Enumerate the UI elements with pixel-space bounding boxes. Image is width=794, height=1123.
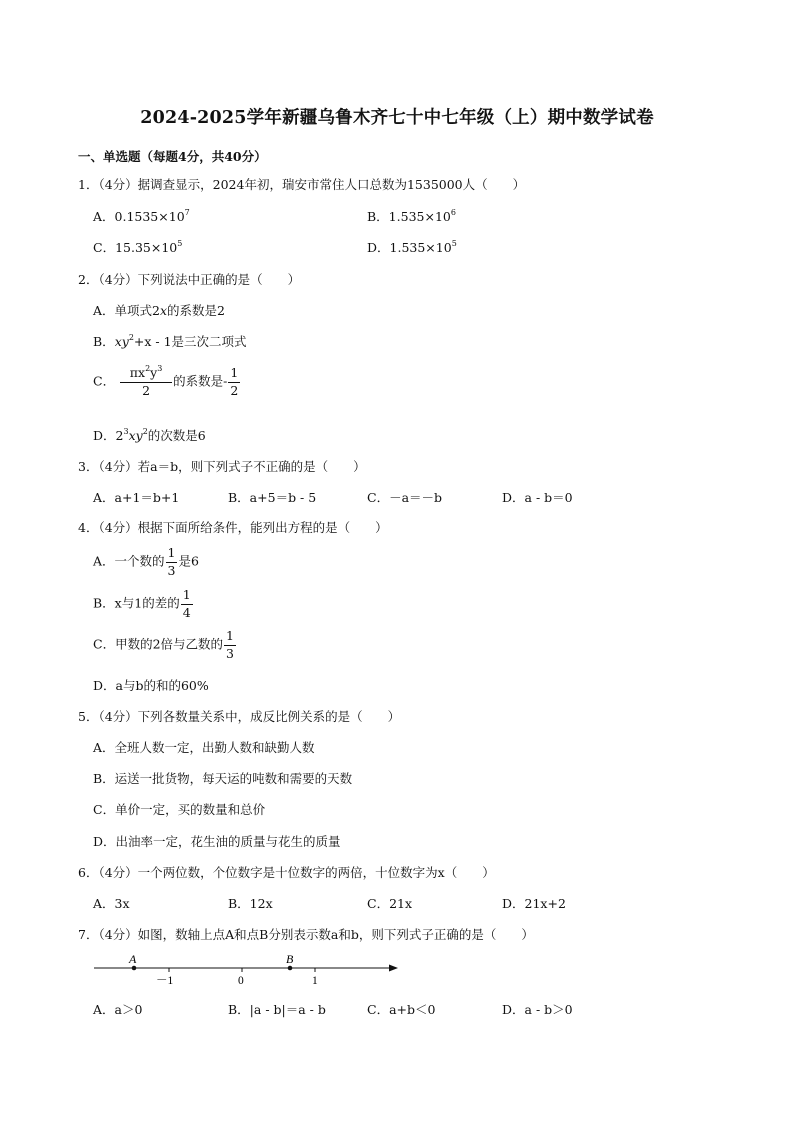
question-5-option-d: D．出油率一定，花生油的质量与花生的质量 <box>93 834 341 849</box>
question-3-option-c: C．－a＝－b <box>367 490 443 505</box>
question-2-option-b: B．$xy^2+x - 1$是三次二项式 <box>93 333 247 349</box>
question-2-option-c-coefficient: $\frac{1}{2}$ <box>230 365 239 398</box>
question-7-option-d: D．a - b＞0 <box>502 1002 573 1017</box>
question-2-option-c-fraction: $\frac{\pi x^2y^3}{2}$ <box>120 367 172 397</box>
number-line-tick-label-1: 1 <box>312 975 318 987</box>
number-line-tick-label-0: 0 <box>238 975 244 987</box>
question-6-option-a: A．3x <box>93 896 130 911</box>
question-6-option-c: C．21x <box>367 896 413 911</box>
question-2-option-c: C． $\frac{\pi x^2y^3}{2}$ 的系数是- $\frac{1}{2}$ <box>93 364 239 398</box>
question-5-option-b: B．运送一批货物，每天运的吨数和需要的天数 <box>93 771 353 786</box>
number-line-point-a <box>132 966 137 971</box>
question-7-option-c: C．a+b＜0 <box>367 1002 436 1017</box>
question-5-stem: 5．（4分）下列各数量关系中，成反比例关系的是（ ） <box>78 709 401 724</box>
number-line-label-b: B <box>286 954 294 966</box>
question-4-stem: 4．（4分）根据下面所给条件，能列出方程的是（ ） <box>78 520 388 535</box>
question-7-option-a: A．a＞0 <box>93 1002 143 1017</box>
question-6-option-b: B．12x <box>228 896 273 911</box>
number-line-label-a: A <box>129 954 137 966</box>
number-line-figure <box>90 954 410 988</box>
question-1-option-c: C．$15.35\times 10^5$ <box>93 239 183 255</box>
question-5-option-c: C．单价一定，买的数量和总价 <box>93 802 266 817</box>
question-4-option-a: A．一个数的 $\frac{1}{3}$ 是6 <box>93 545 199 578</box>
question-3-option-a: A．a+1＝b+1 <box>93 490 180 505</box>
question-1-stem: 1．（4分）据调查显示，2024年初，瑞安市常住人口总数为1535000人（ ） <box>78 177 526 192</box>
question-7-stem: 7．（4分）如图，数轴上点A和点B分别表示数a和b，则下列式子正确的是（ ） <box>78 927 534 942</box>
question-4-option-d: D．a与b的和的60% <box>93 678 209 693</box>
question-1-option-b: B．$1.535\times 10^6$ <box>367 208 456 224</box>
question-5-option-a: A．全班人数一定，出勤人数和缺勤人数 <box>93 740 315 755</box>
page-title: 2024-2025学年新疆乌鲁木齐七十中七年级（上）期中数学试卷 <box>140 108 654 128</box>
question-2-stem: 2．（4分）下列说法中正确的是（ ） <box>78 272 301 287</box>
question-6-option-d: D．21x+2 <box>502 896 566 911</box>
question-1-option-a: A．$0.1535\times 10^7$ <box>93 208 190 224</box>
number-line-arrowhead-icon <box>389 965 398 972</box>
question-4-option-c: C．甲数的2倍与乙数的 $\frac{1}{3}$ <box>93 628 234 661</box>
number-line-point-b <box>288 966 293 971</box>
question-3-stem: 3．（4分）若a＝b，则下列式子不正确的是（ ） <box>78 459 366 474</box>
question-6-stem: 6．（4分）一个两位数，个位数字是十位数字的两倍，十位数字为x（ ） <box>78 865 495 880</box>
question-3-option-d: D．a - b＝0 <box>502 490 573 505</box>
question-2-option-a: A．单项式2x的系数是2 <box>93 303 225 318</box>
question-1-option-d: D．$1.535\times 10^5$ <box>367 239 457 255</box>
number-line-tick-label-minus-1: －1 <box>156 975 174 987</box>
question-4-option-b: B．x与1的差的 $\frac{1}{4}$ <box>93 587 191 620</box>
question-2-option-d: D．$2^3xy^2$的次数是6 <box>93 427 206 443</box>
question-3-option-b: B．a+5＝b - 5 <box>228 490 317 505</box>
question-7-option-b: B．|a - b|＝a - b <box>228 1002 326 1017</box>
section-heading: 一、单选题（每题4分，共40分） <box>78 149 267 164</box>
